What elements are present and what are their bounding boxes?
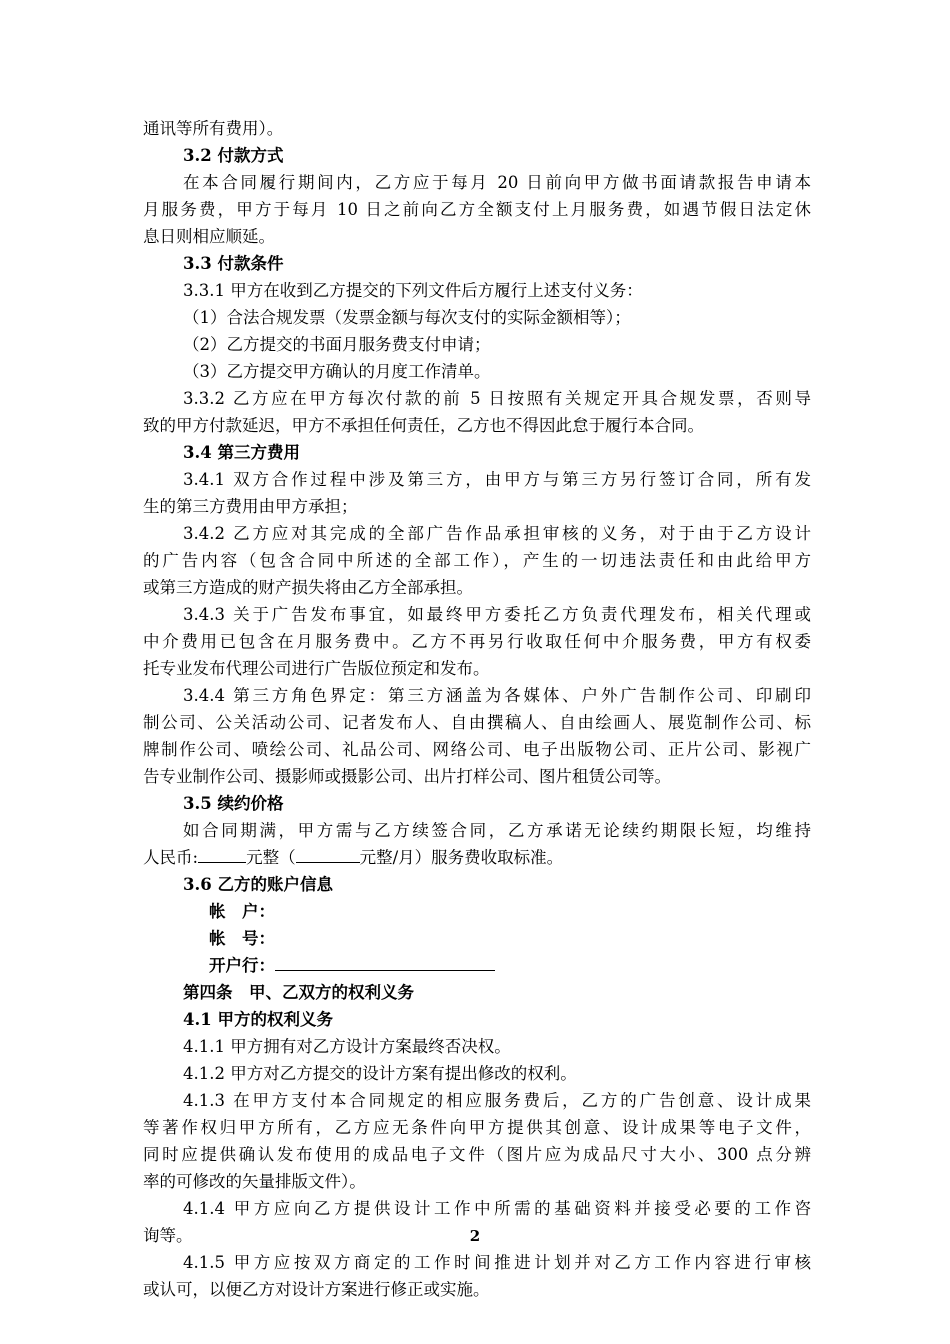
text-line: 制公司、公关活动公司、记者发布人、自由撰稿人、自由绘画人、展览制作公司、标	[143, 713, 811, 732]
text-line: 或认可，以便乙方对设计方案进行修正或实施。	[143, 1280, 490, 1299]
text-line: 月服务费，甲方于每月 10 日之前向乙方全额支付上月服务费，如遇节假日法定休	[143, 200, 811, 219]
text-fragment: 元整（	[246, 848, 296, 867]
article-heading: 第四条 甲、乙双方的权利义务	[183, 983, 414, 1002]
text-line: 等著作权归甲方所有，乙方应无条件向甲方提供其创意、设计成果等电子文件，	[143, 1118, 811, 1137]
document-body	[143, 115, 811, 1303]
text-line: 4.1.4 甲方应向乙方提供设计工作中所需的基础资料并接受必要的工作咨	[183, 1199, 811, 1218]
text-line: 托专业发布代理公司进行广告版位预定和发布。	[143, 659, 490, 678]
section-heading: 4.1 甲方的权利义务	[183, 1010, 333, 1029]
text-line: 3.3.1 甲方在收到乙方提交的下列文件后方履行上述支付义务：	[183, 281, 643, 300]
text-line: 询等。	[143, 1226, 193, 1245]
text-line: 同时应提供确认发布使用的成品电子文件（图片应为成品尺寸大小、300 点分辨	[143, 1145, 811, 1164]
bank-line	[143, 952, 811, 979]
text-line: 在本合同履行期间内，乙方应于每月 20 日前向甲方做书面请款报告申请本	[183, 173, 811, 192]
account-name-label: 帐 户：	[209, 902, 275, 921]
bank-blank	[275, 954, 495, 971]
list-item: （1）合法合规发票（发票金额与每次支付的实际金额相等）；	[183, 308, 631, 327]
text-line: 3.4.1 双方合作过程中涉及第三方，由甲方与第三方另行签订合同，所有发	[183, 470, 811, 489]
text-line: 的广告内容（包含合同中所述的全部工作），产生的一切违法责任和由此给甲方	[143, 551, 811, 570]
section-heading: 3.6 乙方的账户信息	[183, 875, 333, 894]
text-line: 告专业制作公司、摄影师或摄影公司、出片打样公司、图片租赁公司等。	[143, 767, 671, 786]
section-heading: 3.3 付款条件	[183, 254, 284, 273]
text-line: 4.1.5 甲方应按双方商定的工作时间推进计划并对乙方工作内容进行审核	[183, 1253, 811, 1272]
text-line: 3.4.2 乙方应对其完成的全部广告作品承担审核的义务，对于由于乙方设计	[183, 524, 811, 543]
text-line: 息日则相应顺延。	[143, 227, 275, 246]
section-heading: 3.5 续约价格	[183, 794, 284, 813]
list-item: （2）乙方提交的书面月服务费支付申请；	[183, 335, 491, 354]
list-item: （3）乙方提交甲方确认的月度工作清单。	[183, 362, 491, 381]
text-line: 生的第三方费用由甲方承担；	[143, 497, 358, 516]
text-line: 率的可修改的矢量排版文件）。	[143, 1172, 366, 1191]
amount-blank	[198, 846, 246, 863]
text-fragment: 人民币:	[143, 848, 199, 867]
text-line: 或第三方造成的财产损失将由乙方全部承担。	[143, 578, 473, 597]
text-line: 4.1.1 甲方拥有对乙方设计方案最终否决权。	[183, 1037, 511, 1056]
monthly-amount-blank	[296, 846, 360, 863]
text-line: 3.3.2 乙方应在甲方每次付款的前 5 日按照有关规定开具合规发票，否则导	[183, 389, 811, 408]
text-line: 4.1.3 在甲方支付本合同规定的相应服务费后，乙方的广告创意、设计成果	[183, 1091, 811, 1110]
bank-label: 开户行：	[209, 956, 275, 975]
section-heading: 3.4 第三方费用	[183, 443, 300, 462]
text-fragment: 元整/月）服务费收取标准。	[359, 848, 564, 867]
text-line: 3.4.4 第三方角色界定：第三方涵盖为各媒体、户外广告制作公司、印刷印	[183, 686, 811, 705]
text-line: 中介费用已包含在月服务费中。乙方不再另行收取任何中介服务费，甲方有权委	[143, 632, 811, 651]
text-line: 致的甲方付款延迟，甲方不承担任何责任，乙方也不得因此怠于履行本合同。	[143, 416, 704, 435]
page-number: 2	[469, 1227, 481, 1245]
renewal-price-line	[143, 844, 811, 871]
account-number-label: 帐 号：	[209, 929, 275, 948]
section-heading: 3.2 付款方式	[183, 146, 284, 165]
text-line: 4.1.2 甲方对乙方提交的设计方案有提出修改的权利。	[183, 1064, 577, 1083]
text-line: 如合同期满，甲方需与乙方续签合同，乙方承诺无论续约期限长短，均维持	[183, 821, 811, 840]
text-line: 通讯等所有费用）。	[143, 119, 284, 138]
text-line: 牌制作公司、喷绘公司、礼品公司、网络公司、电子出版物公司、正片公司、影视广	[143, 740, 811, 759]
text-line: 3.4.3 关于广告发布事宜，如最终甲方委托乙方负责代理发布，相关代理或	[183, 605, 811, 624]
